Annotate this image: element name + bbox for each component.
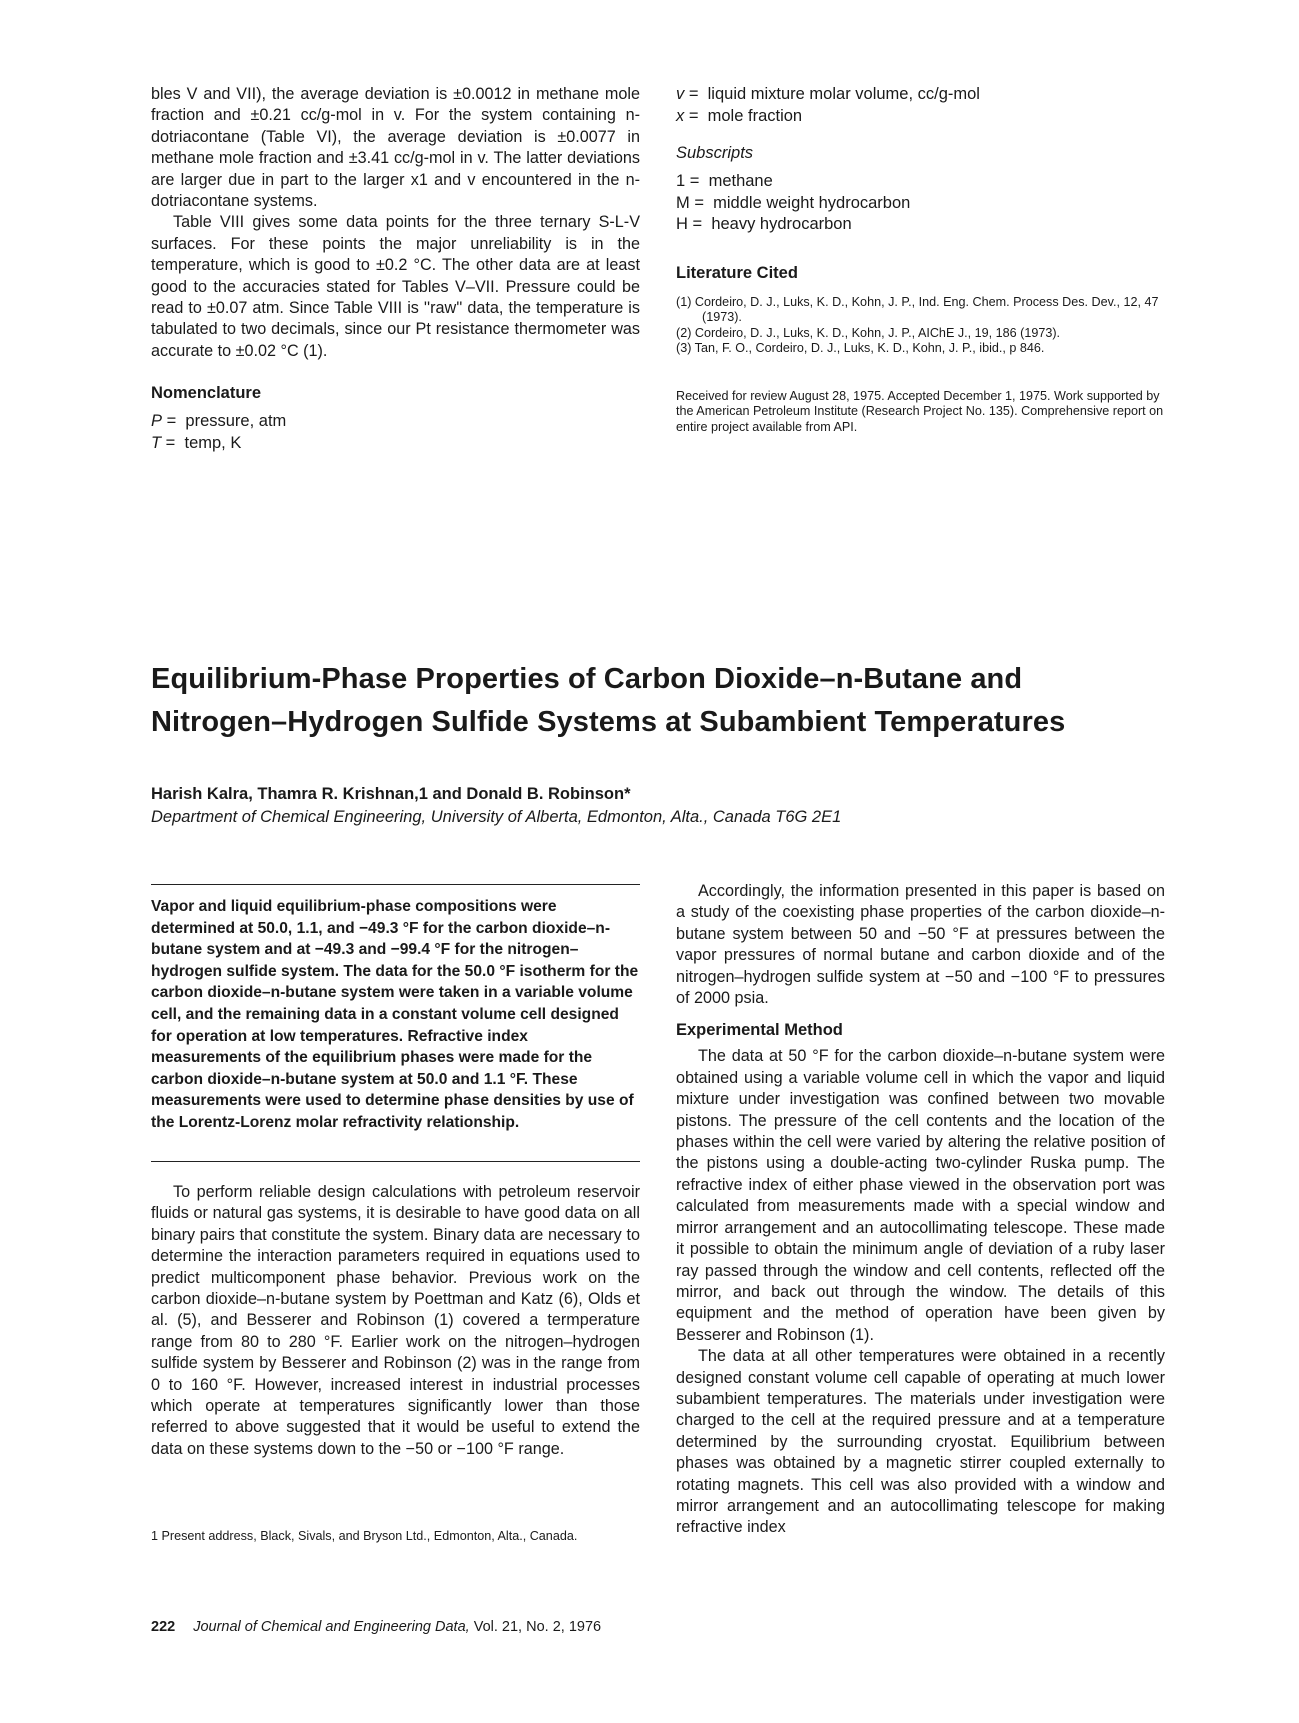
reference-item: (3) Tan, F. O., Cordeiro, D. J., Luks, K. D., Kohn, J. P., ibid., p 846. <box>676 341 1045 356</box>
experimental-method-heading: Experimental Method <box>676 1021 843 1040</box>
right-body-column <box>676 881 1165 1539</box>
nomenclature-item: P = pressure, atm <box>151 412 287 431</box>
reference-item: (1) Cordeiro, D. J., Luks, K. D., Kohn, J. P., Ind. Eng. Chem. Process Des. Dev., 12, 47 (1973). <box>676 294 1159 325</box>
nomenclature-list <box>151 411 640 454</box>
reference-list <box>676 295 1165 357</box>
title-line: Nitrogen–Hydrogen Sulfide Systems at Subambient Temperatures <box>151 706 1066 738</box>
subscript-item: 1 = methane <box>676 172 773 190</box>
subscript-item: M = middle weight hydrocarbon <box>676 193 911 212</box>
paragraph-table-viii: Table VIII gives some data points for the three ternary S-L-V surfaces. For these points the major unreliability is in the temperature, which is good to ±0.2 °C. The other data are at least good to the accuracies stated for Tables V–VII. Pressure could be read to ±0.07 atm. Since Table VIII is ''raw'' data, the temperature is tabulated to two decimals, since our Pt resistance thermometer was accurate to ±0.02 °C (1). <box>151 213 640 360</box>
abstract: Vapor and liquid equilibrium-phase compositions were determined at 50.0, 1.1, and −49.3 °F for the carbon dioxide–n-butane system and at −49.3 and −99.4 °F for the nitrogen–hydrogen sulfide system. The data for the 50.0 °F isotherm for the carbon dioxide–n-butane system were taken in a variable volume cell, and the remaining data in a constant volume cell designed for operation at low temperatures. Refractive index measurements of the equilibrium phases were made for the carbon dioxide–n-butane system at 50.0 and 1.1 °F. These measurements were used to determine phase densities by use of the Lorentz-Lorenz molar refractivity relationship. <box>151 898 639 1131</box>
footnote: 1 Present address, Black, Sivals, and Bryson Ltd., Edmonton, Alta., Canada. <box>151 1529 578 1543</box>
intro-column <box>151 1182 640 1460</box>
authors: Harish Kalra, Thamra R. Krishnan,1 and Donald B. Robinson* <box>151 785 631 803</box>
method-paragraph: The data at 50 °F for the carbon dioxide–n-butane system were obtained using a variable volume cell in which the vapor and liquid mixture under investigation was confined between two movable pistons. The pressure of the cell contents and the location of the phases within the cell were varied by altering the relative position of the pistons using a double-acting two-cylinder Ruska pump. The refractive index of either phase viewed in the observation port was calculated from measurements made with a special window and mirror arrangement and an autocollimating telescope. These made it possible to obtain the minimum angle of deviation of a ruby laser ray passed through the window and cell contents, reflected off the mirror, and back out through the window. The details of this equipment and the method of operation have been given by Besserer and Robinson (1). <box>676 1047 1165 1344</box>
nomenclature-item: T = temp, K <box>151 433 242 452</box>
journal-name: Journal of Chemical and Engineering Data, <box>193 1619 470 1635</box>
page-number: 222 <box>151 1619 176 1635</box>
method-paragraph: The data at all other temperatures were obtained in a recently designed constant volume cell capable of operating at much lower subambient temperatures. The materials under investigation were charged to the cell at the required pressure and at a temperature determined by the surrounding cryostat. Equilibrium between phases was obtained by a magnetic stirrer coupled externally to rotating magnets. This cell was also provided with a window and mirror arrangement and an autocollimating telescope for making refractive index <box>676 1347 1165 1537</box>
nomenclature-item: v = liquid mixture molar volume, cc/g-mol <box>676 85 980 103</box>
title-line: Equilibrium-Phase Properties of Carbon Dioxide–n-Butane and <box>151 663 1023 695</box>
top-left-column <box>151 84 640 454</box>
nomenclature-item: x = mole fraction <box>676 106 803 125</box>
affiliation: Department of Chemical Engineering, University of Alberta, Edmonton, Alta., Canada T6G 2E1 <box>151 808 842 826</box>
journal-volume: Vol. 21, No. 2, 1976 <box>473 1619 602 1635</box>
top-right-column <box>676 84 1165 436</box>
abstract-bottom-rule <box>151 1161 640 1162</box>
subscripts-list <box>676 171 1165 236</box>
subscript-item: H = heavy hydrocarbon <box>676 215 852 233</box>
intro-paragraph: To perform reliable design calculations with petroleum reservoir fluids or natural gas systems, it is desirable to have good data on all binary pairs that constitute the system. Binary data are necessary to determine the interaction parameters required in equations used to predict multicomponent phase behavior. Previous work on the carbon dioxide–n-butane system by Poettman and Katz (6), Olds et al. (5), and Besserer and Robinson (1) covered a termperature range from 80 to 280 °F. Earlier work on the nitrogen–hydrogen sulfide system by Besserer and Robinson (2) was in the range from 0 to 160 °F. However, increased interest in industrial processes which operate at temperatures significantly lower than those referred to above suggested that it would be useful to extend the data on these systems down to the −50 or −100 °F range. <box>151 1183 640 1458</box>
page-footer <box>151 1619 601 1635</box>
paragraph-accordingly: Accordingly, the information presented in this paper is based on a study of the coexisting phase properties of the carbon dioxide–n-butane system between 50 and −50 °F at pressures between the vapor pressures of normal butane and carbon dioxide and of the nitrogen–hydrogen sulfide system at −50 and −100 °F to pressures of 2000 psia. <box>676 882 1165 1008</box>
article-title <box>151 658 1151 744</box>
paragraph-continued: bles V and VII), the average deviation is ±0.0012 in methane mole fraction and ±0.21 cc/g-mol in v. For the system containing n-dotriacontane (Table VI), the average deviation is ±0.0077 in methane mole fraction and ±3.41 cc/g-mol in v. The latter deviations are larger due in part to the larger x1 and v encountered in the n-dotriacontane systems. <box>151 85 640 211</box>
nomenclature-heading: Nomenclature <box>151 384 262 403</box>
reference-item: (2) Cordeiro, D. J., Luks, K. D., Kohn, J. P., AIChE J., 19, 186 (1973). <box>676 325 1061 340</box>
received-note: Received for review August 28, 1975. Accepted December 1, 1975. Work supported by the American Petroleum Institute (Research Project No. 135). Comprehensive report on entire project available from API. <box>676 388 1164 435</box>
abstract-top-rule <box>151 884 640 885</box>
subscripts-heading: Subscripts <box>676 144 754 162</box>
literature-cited-heading: Literature Cited <box>676 263 798 282</box>
